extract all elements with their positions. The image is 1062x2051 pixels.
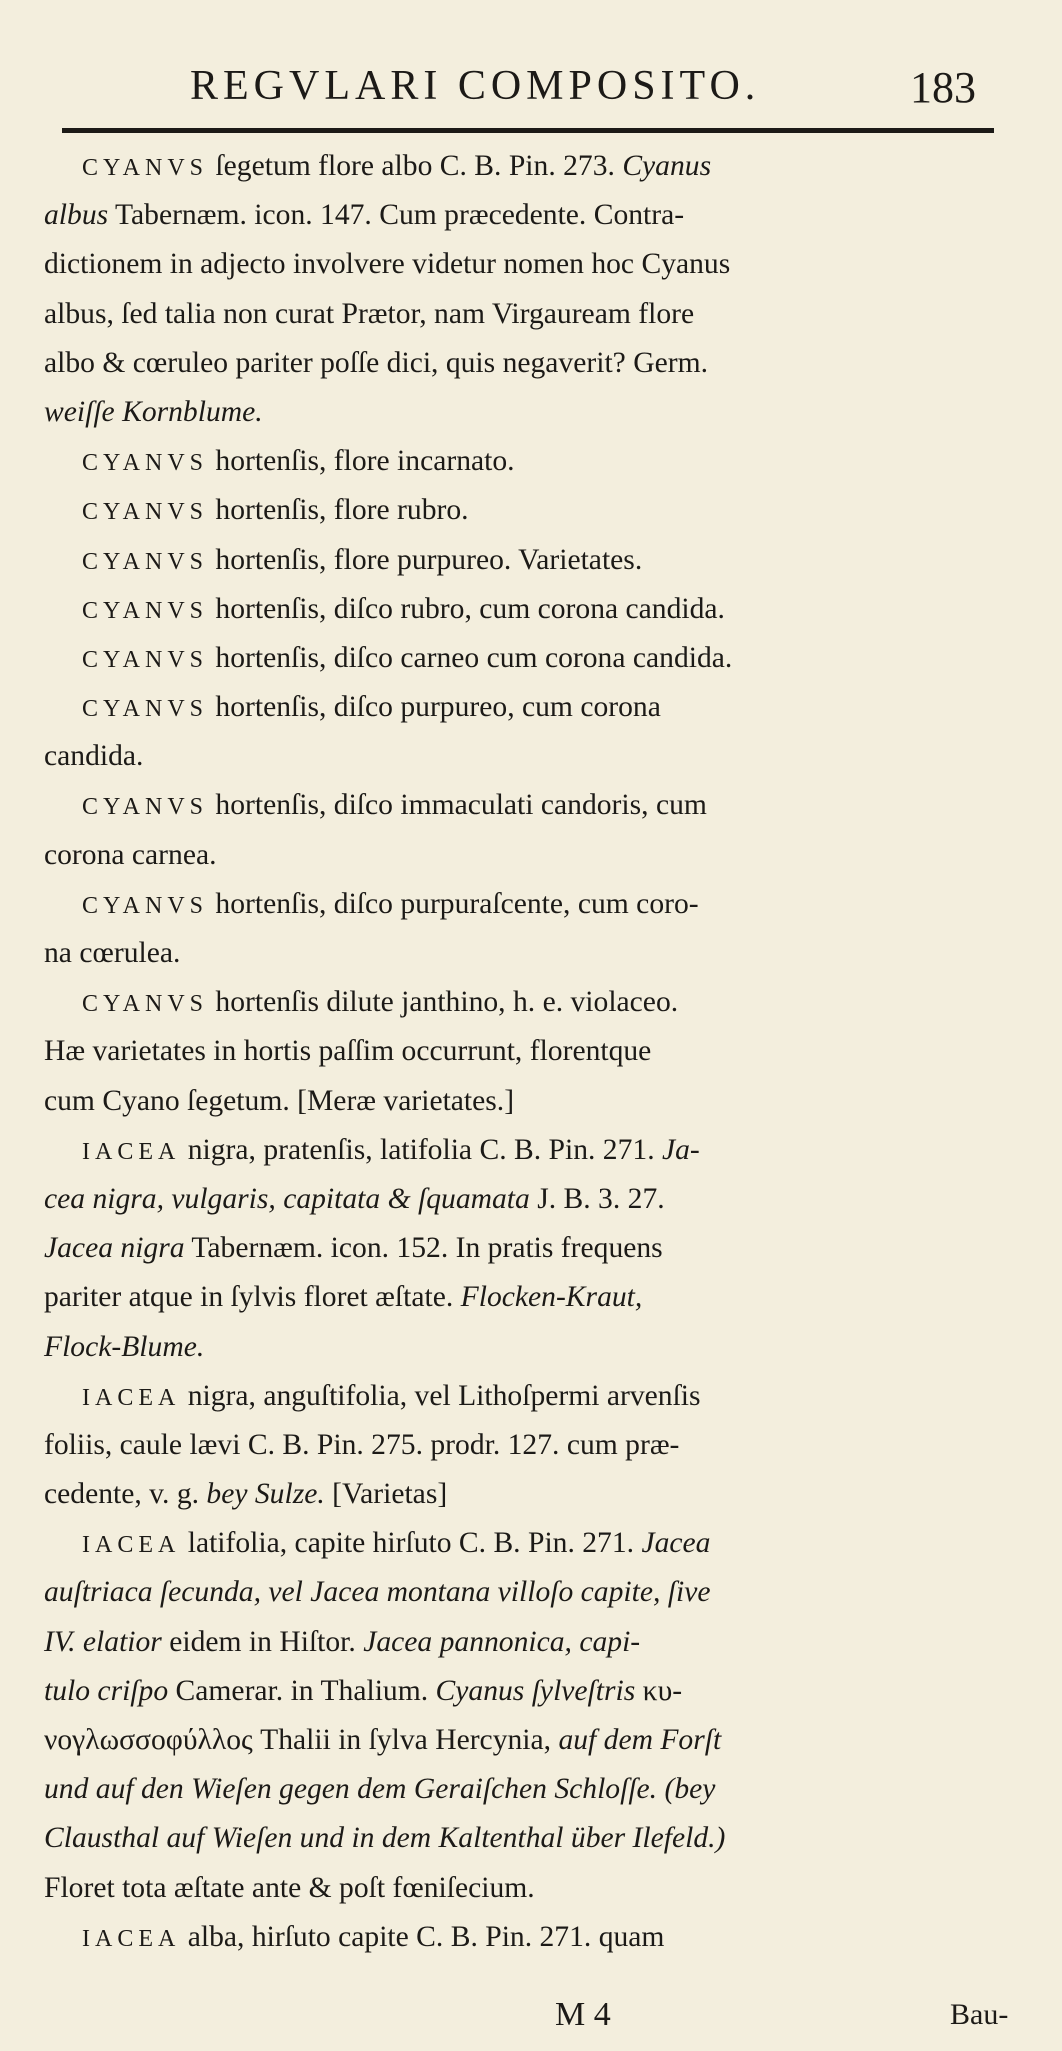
italic-text: auf dem Forſt [558,1724,722,1756]
roman-text: Hæ varietates in hortis paſſim occurrunt, florentque [44,1035,652,1068]
italic-text: bey Sulze. [206,1478,325,1511]
text-line [44,1667,1004,1716]
roman-text: na cœrulea. [44,937,181,969]
italic-text: Clausthal auf Wieſen und in dem Kaltenthal über Ilefeld.) [44,1822,726,1855]
text-line [44,388,1004,437]
italic-text: Ja- [662,1133,700,1166]
text-line [44,929,1004,978]
text-line [44,634,1004,683]
text-line [44,1765,1004,1814]
text-line [44,240,1004,289]
roman-text: κυ- [635,1674,683,1707]
roman-text: Tabernæm. icon. 152. In pratis frequens [184,1232,663,1265]
italic-text: Jacea nigra [44,1232,185,1265]
roman-text: Floret tota æſtate ante & poſt fœniſecium. [44,1871,535,1904]
text-line [44,978,1004,1027]
page-number: 183 [910,63,976,112]
italic-text: Cyanus ſylveſtris [435,1674,636,1707]
entry-headword: CYANVS [82,696,209,723]
italic-text: weiſſe Kornblume. [44,395,263,428]
roman-text: nigra, anguſtifolia, vel Lithoſpermi arvenſis [180,1379,701,1412]
roman-text: hortenſis, diſco rubro, cum corona candida. [208,592,725,625]
italic-text: Cyanus [622,150,712,182]
body-text [44,142,1004,1962]
italic-text: auſtriaca ſecunda, vel Jacea montana villoſo capite, ſive [44,1576,711,1609]
text-line [44,536,1004,585]
signature-mark: M 4 [555,1996,611,2033]
italic-text: und auf den Wieſen gegen dem Geraiſchen Schloſſe. (bey [44,1773,716,1806]
roman-text: pariter atque in ſylvis floret æſtate. [44,1281,461,1314]
roman-text: hortenſis dilute janthino, h. e. violaceo. [208,986,679,1019]
text-line [44,1470,1004,1519]
page-header [0,58,1062,112]
text-line [44,339,1004,388]
text-line [44,1323,1004,1372]
roman-text: hortenſis, diſco purpuraſcente, cum coro- [208,887,699,920]
roman-text: eidem in Hiſtor. [161,1625,364,1658]
text-line [44,142,1004,191]
entry-headword: CYANVS [82,450,209,477]
roman-text: J. B. 3. 27. [529,1182,665,1215]
text-line [44,1027,1004,1076]
roman-text: alba, hirſuto capite C. B. Pin. 271. quam [180,1920,665,1953]
entry-headword: IACEA [82,1532,181,1559]
text-line [44,1716,1004,1765]
text-line [44,732,1004,781]
entry-headword: CYANVS [82,155,209,181]
text-line [44,683,1004,732]
italic-text: Jacea [641,1527,711,1560]
text-line [44,1519,1004,1568]
roman-text: albo & cœruleo pariter poſſe dici, quis negaverit? Germ. [44,346,708,379]
text-line [44,1126,1004,1175]
roman-text: latifolia, capite hirſuto C. B. Pin. 271. [180,1527,642,1560]
roman-text: ſegetum flore albo C. B. Pin. 273. [208,150,623,182]
text-line [44,1618,1004,1667]
italic-text: tulo criſpo [44,1674,169,1707]
roman-text: Camerar. in Thalium. [168,1674,436,1707]
roman-text: hortenſis, diſco carneo cum corona candida. [208,641,733,674]
entry-headword: CYANVS [82,991,209,1018]
text-line [44,1175,1004,1224]
running-title: REGVLARI COMPOSITO. [190,63,761,109]
entry-headword: CYANVS [82,597,209,624]
text-line [44,1421,1004,1470]
entry-headword: IACEA [82,1925,181,1952]
text-line [44,1814,1004,1863]
roman-text: cedente, v. g. [44,1478,207,1511]
text-line [44,1224,1004,1273]
text-line [44,191,1004,240]
text-line [44,1864,1004,1913]
text-line [44,290,1004,339]
roman-text: [Varietas] [324,1478,448,1511]
roman-text: hortenſis, diſco immaculati candoris, cum [208,789,707,822]
italic-text: IV. elatior [44,1625,162,1658]
text-line [44,437,1004,486]
roman-text: νογλωσσοφύλλος Thalii in ſylva Hercynia, [44,1724,559,1756]
text-line [44,781,1004,830]
text-line [44,486,1004,535]
entry-headword: CYANVS [82,646,209,673]
entry-headword: CYANVS [82,548,209,575]
italic-text: Jacea pannonica, capi- [363,1625,641,1658]
roman-text: foliis, caule lævi C. B. Pin. 275. prodr. 127. cum præ- [44,1428,680,1461]
entry-headword: IACEA [82,1384,181,1411]
roman-text: cum Cyano ſegetum. [Meræ varietates.] [44,1084,515,1117]
text-line [44,1273,1004,1322]
text-line [44,1077,1004,1126]
text-line [44,1372,1004,1421]
italic-text: cea nigra, vulgaris, capitata & ſquamata [44,1182,530,1215]
entry-headword: CYANVS [82,499,209,526]
italic-text: Flocken-Kraut, [460,1281,643,1314]
header-rule [62,128,994,133]
entry-headword: IACEA [82,1138,181,1165]
text-line [44,585,1004,634]
roman-text: Tabernæm. icon. 147. Cum præcedente. Contra- [108,199,685,232]
roman-text: hortenſis, flore rubro. [208,494,469,527]
italic-text: albus [44,199,109,232]
roman-text: albus, ſed talia non curat Prætor, nam Virgauream flore [44,297,695,330]
roman-text: corona carnea. [44,838,217,871]
text-line [44,1568,1004,1617]
roman-text: hortenſis, diſco purpureo, cum corona [208,691,661,724]
roman-text: candida. [44,740,144,773]
entry-headword: CYANVS [82,794,209,821]
catchword: Bau- [950,1998,1009,2031]
roman-text: hortenſis, flore purpureo. Varietates. [208,543,643,576]
entry-headword: CYANVS [82,892,209,919]
text-line [44,1913,1004,1962]
roman-text: nigra, pratenſis, latifolia C. B. Pin. 271. [180,1133,662,1166]
roman-text: dictionem in adjecto involvere videtur nomen hoc Cyanus [44,248,731,281]
italic-text: Flock-Blume. [44,1330,205,1363]
text-line [44,831,1004,880]
roman-text: hortenſis, flore incarnato. [208,445,515,478]
text-line [44,880,1004,929]
page-footer [0,1994,1062,2044]
